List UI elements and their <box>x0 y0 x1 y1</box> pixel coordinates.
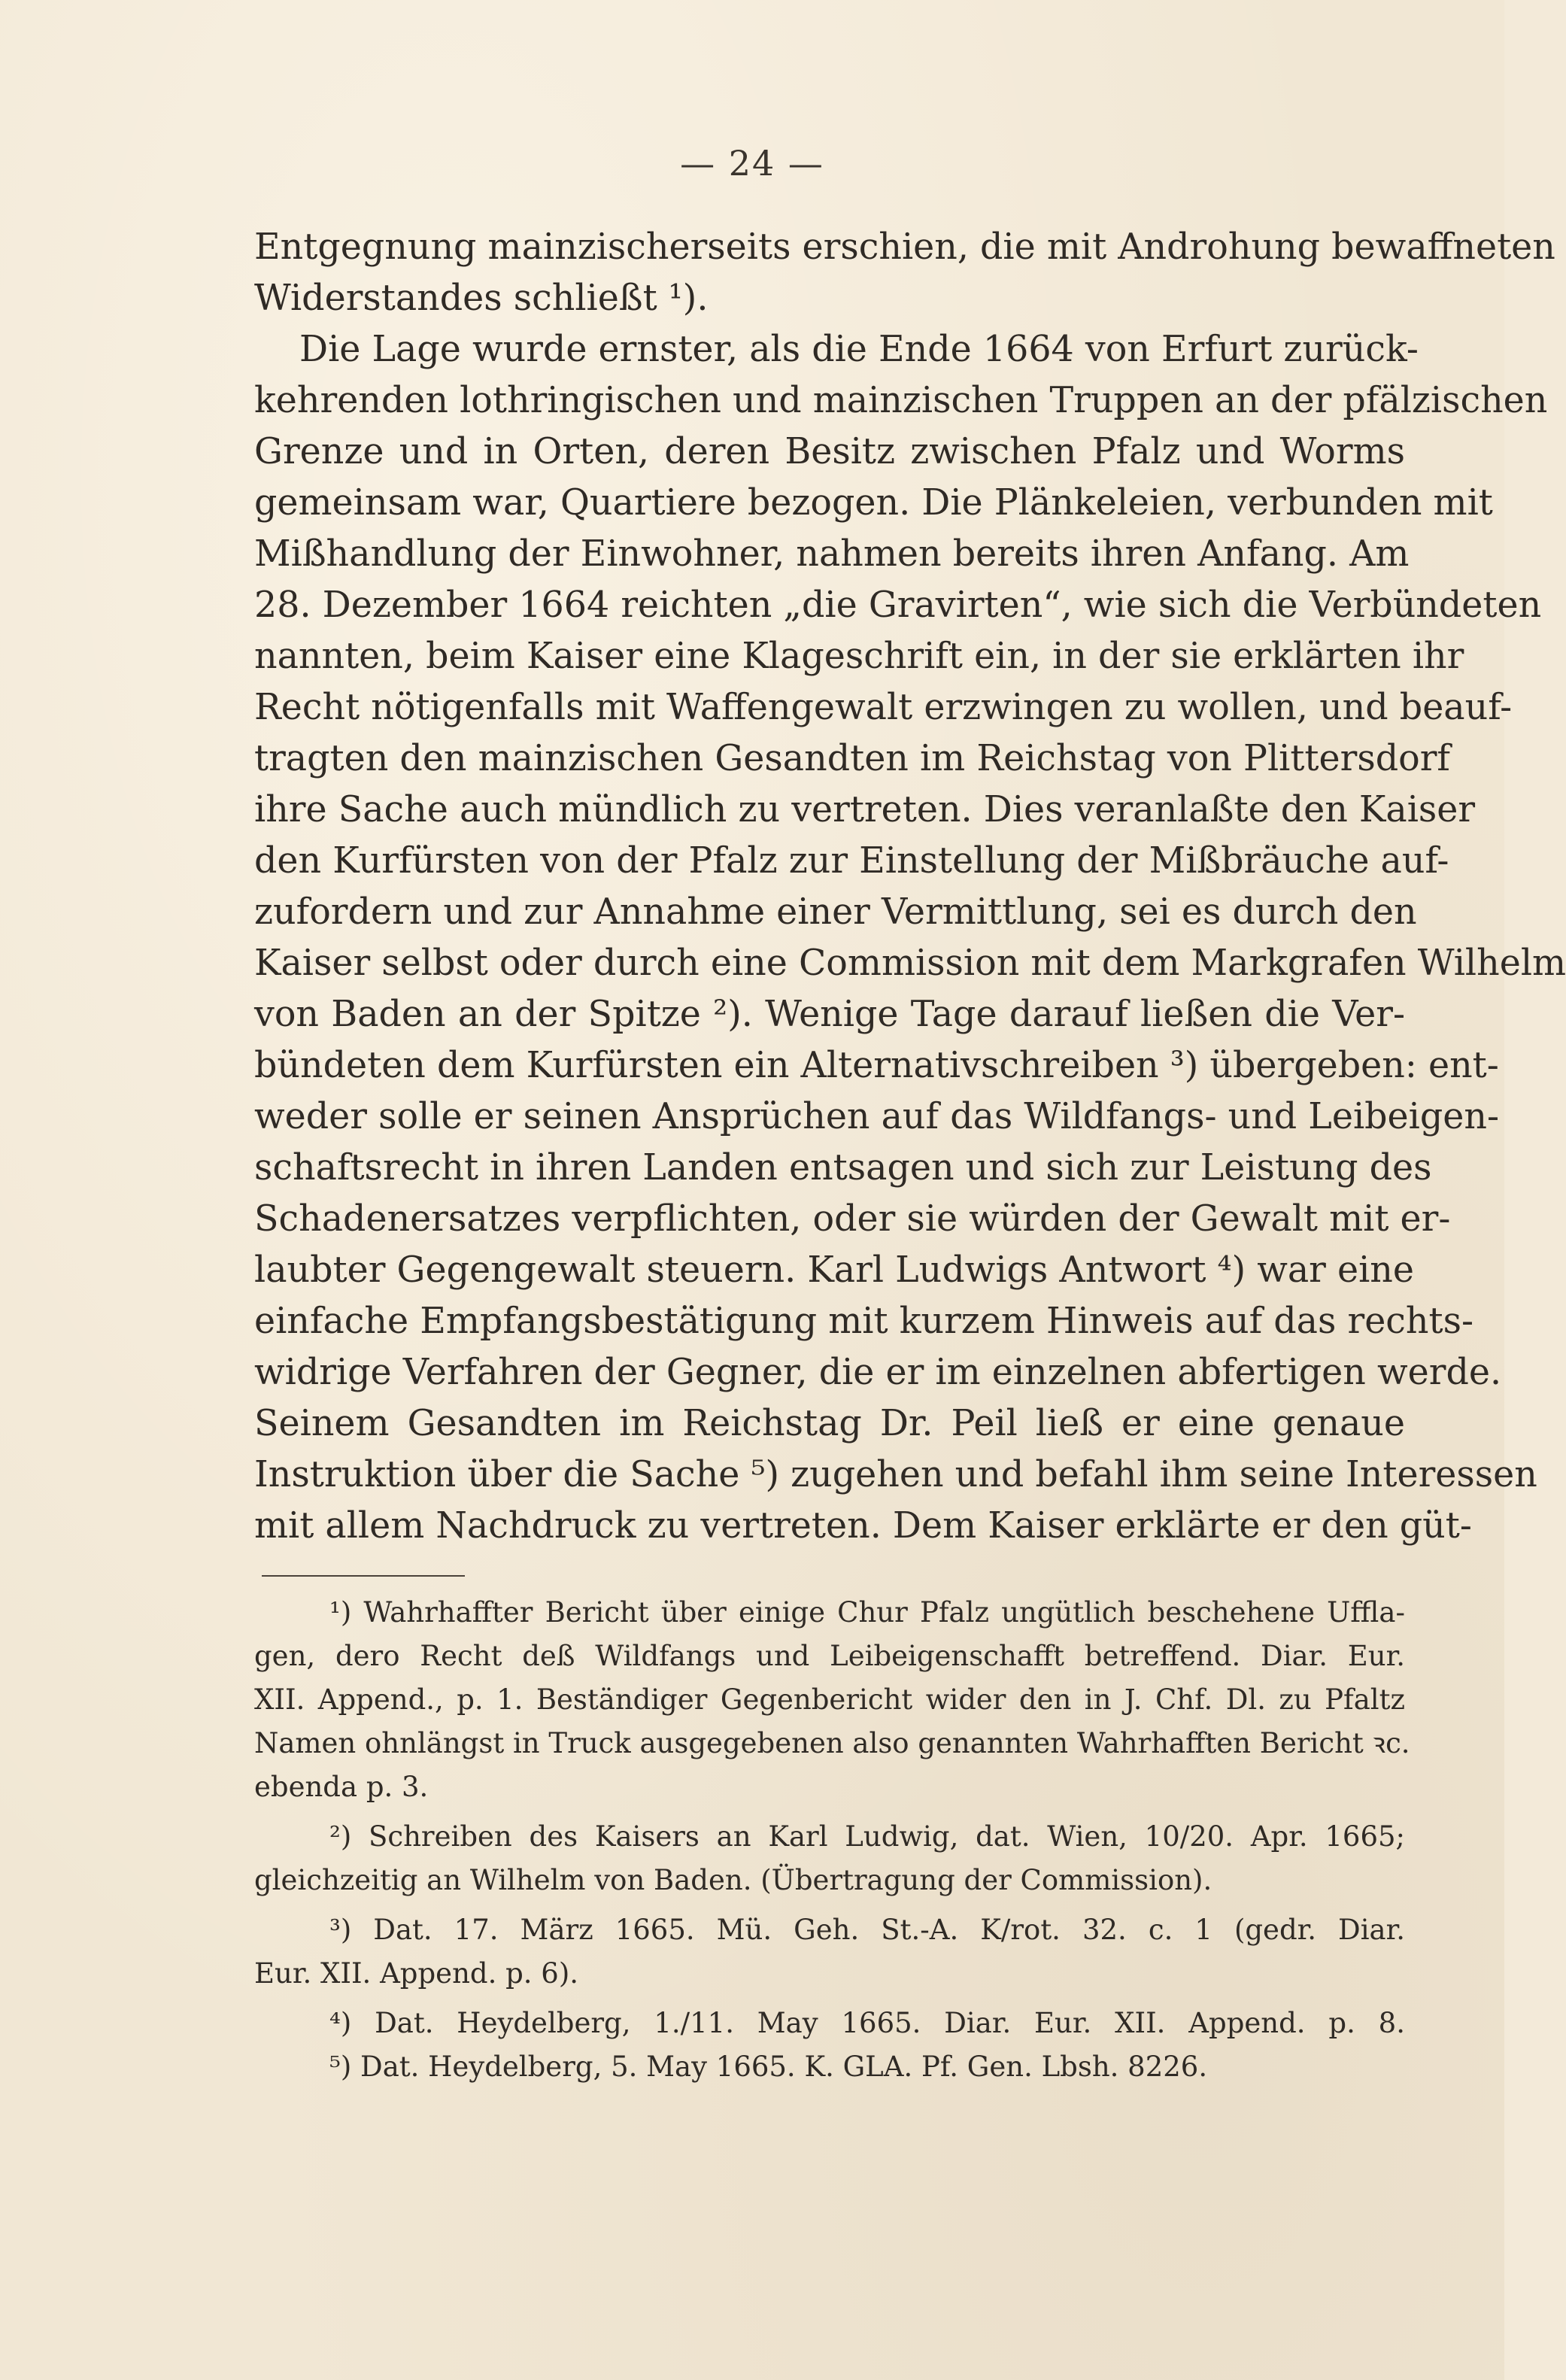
footnote-line: ³) Dat. 17. März 1665. Mü. Geh. St.-A. K/rot. 32. c. 1 (gedr. Diar. <box>329 1914 1405 1946</box>
text-line: laubter Gegengewalt steuern. Karl Ludwigs Antwort ⁴) war eine <box>254 1249 1414 1291</box>
footnote-line: gen, dero Recht deß Wildfangs und Leibeigenschafft betreffend. Diar. Eur. <box>254 1640 1405 1672</box>
footnote-line: ²) Schreiben des Kaisers an Karl Ludwig, dat. Wien, 10/20. Apr. 1665; <box>329 1820 1405 1853</box>
footnote-line: Namen ohnlängst in Truck ausgegebenen also genannten Wahrhafften Bericht ꝛc. <box>254 1727 1410 1759</box>
text-line: 28. Dezember 1664 reichten „die Gravirten“, wie sich die Verbündeten <box>254 584 1542 626</box>
footnote-line: Eur. XII. Append. p. 6). <box>254 1957 579 1990</box>
text-line: nannten, beim Kaiser eine Klageschrift ein, in der sie erklärten ihr <box>254 636 1464 677</box>
text-line: Widerstandes schließt ¹). <box>254 278 709 319</box>
text-line: Seinem Gesandten im Reichstag Dr. Peil ließ er eine genaue <box>254 1403 1405 1444</box>
text-line: Kaiser selbst oder durch eine Commission mit dem Markgrafen Wilhelm <box>254 943 1566 984</box>
footnote-line: XII. Append., p. 1. Beständiger Gegenbericht wider den in J. Chf. Dl. zu Pfaltz <box>254 1683 1405 1716</box>
footnote-line: ⁴) Dat. Heydelberg, 1./11. May 1665. Diar. Eur. XII. Append. p. 8. <box>329 2007 1405 2039</box>
footnote-line: ebenda p. 3. <box>254 1771 429 1803</box>
text-line: Grenze und in Orten, deren Besitz zwischen Pfalz und Worms <box>254 431 1405 472</box>
text-line: widrige Verfahren der Gegner, die er im einzelnen abfertigen werde. <box>254 1352 1502 1393</box>
footnote-divider <box>262 1575 465 1577</box>
footnotes <box>254 1591 1410 2089</box>
footnote-line: gleichzeitig an Wilhelm von Baden. (Übertragung der Commission). <box>254 1864 1212 1896</box>
text-line: den Kurfürsten von der Pfalz zur Einstellung der Mißbräuche auf- <box>254 840 1449 882</box>
text-line: gemeinsam war, Quartiere bezogen. Die Plänkeleien, verbunden mit <box>254 482 1493 524</box>
text-line: schaftsrecht in ihren Landen entsagen und sich zur Leistung des <box>254 1147 1432 1188</box>
text-line: bündeten dem Kurfürsten ein Alternativschreiben ³) übergeben: ent- <box>254 1045 1499 1086</box>
text-line: Entgegnung mainzischerseits erschien, die mit Androhung bewaffneten <box>254 226 1555 268</box>
text-line: mit allem Nachdruck zu vertreten. Dem Kaiser erklärte er den güt- <box>254 1505 1472 1547</box>
main-text <box>254 222 1566 1552</box>
page-number: — 24 — <box>680 143 824 184</box>
text-line: ihre Sache auch mündlich zu vertreten. Dies veranlaßte den Kaiser <box>254 789 1476 830</box>
text-line: Die Lage wurde ernster, als die Ende 1664 von Erfurt zurück- <box>299 329 1419 370</box>
text-line: Mißhandlung der Einwohner, nahmen bereits ihren Anfang. Am <box>254 533 1410 575</box>
footnote-line: ⁵) Dat. Heydelberg, 5. May 1665. K. GLA. Pf. Gen. Lbsh. 8226. <box>329 2051 1208 2083</box>
text-line: von Baden an der Spitze ²). Wenige Tage darauf ließen die Ver- <box>254 994 1405 1035</box>
text-line: tragten den mainzischen Gesandten im Reichstag von Plittersdorf <box>254 738 1450 779</box>
text-line: zufordern und zur Annahme einer Vermittlung, sei es durch den <box>254 891 1417 933</box>
text-line: Recht nötigenfalls mit Waffengewalt erzwingen zu wollen, und beauf- <box>254 687 1513 728</box>
text-line: einfache Empfangsbestätigung mit kurzem Hinweis auf das rechts- <box>254 1301 1474 1342</box>
footnote-line: ¹) Wahrhaffter Bericht über einige Chur Pfalz ungütlich beschehene Uffla- <box>329 1596 1405 1629</box>
text-line: kehrenden lothringischen und mainzischen Truppen an der pfälzischen <box>254 380 1548 421</box>
text-line: weder solle er seinen Ansprüchen auf das Wildfangs- und Leibeigen- <box>254 1096 1500 1137</box>
text-line: Schadenersatzes verpflichten, oder sie würden der Gewalt mit er- <box>254 1198 1451 1240</box>
text-line: Instruktion über die Sache ⁵) zugehen und befahl ihm seine Interessen <box>254 1454 1537 1495</box>
